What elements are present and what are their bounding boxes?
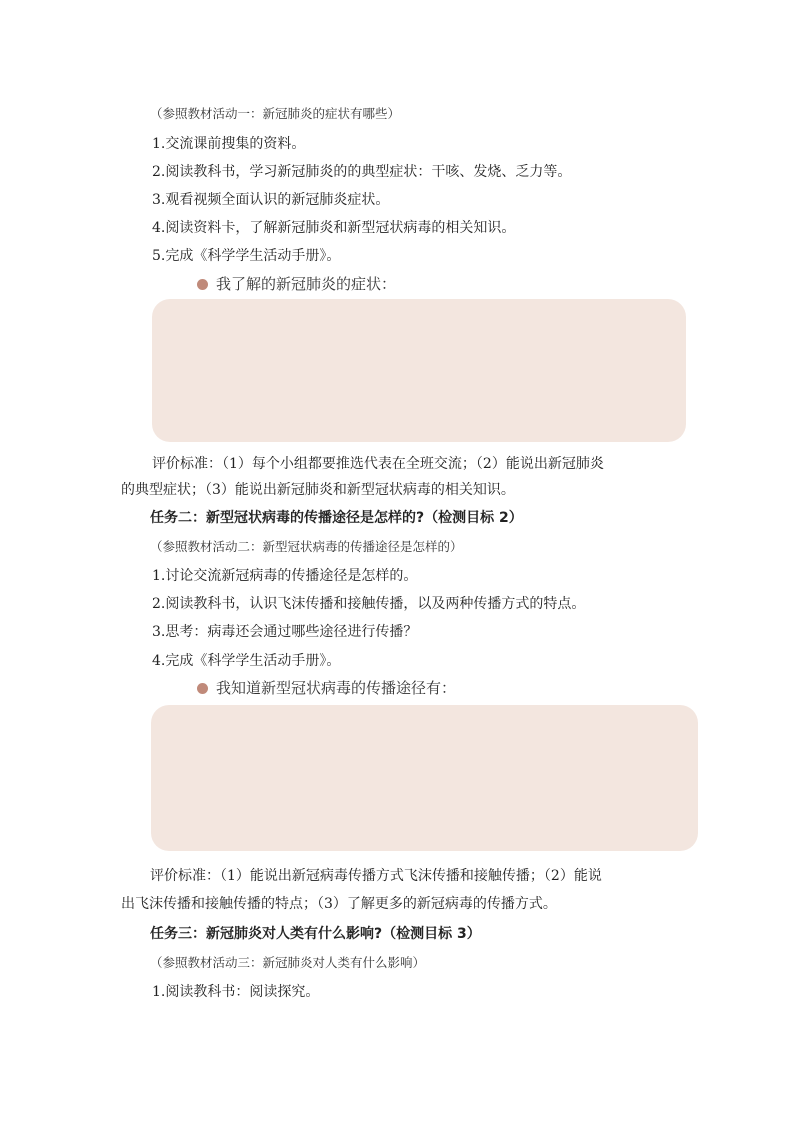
section1-step-1: 1.交流课前搜集的资料。 xyxy=(152,136,306,152)
answer-box-symptoms[interactable] xyxy=(152,299,686,442)
section2-step-1: 1.讨论交流新冠病毒的传播途径是怎样的。 xyxy=(152,568,418,584)
section2-reference: （参照教材活动二：新型冠状病毒的传播途径是怎样的） xyxy=(150,539,463,554)
section2-step-3: 3.思考：病毒还会通过哪些途径进行传播？ xyxy=(152,624,418,640)
bullet-dot-icon xyxy=(197,683,208,694)
section1-step-4: 4.阅读资料卡，了解新冠肺炎和新型冠状病毒的相关知识。 xyxy=(152,220,516,236)
section2-criteria-line2: 出飞沫传播和接触传播的特点；（3）了解更多的新冠病毒的传播方式。 xyxy=(121,896,557,912)
section1-step-3: 3.观看视频全面认识的新冠肺炎症状。 xyxy=(152,192,390,208)
section2-step-4: 4.完成《科学学生活动手册》。 xyxy=(152,653,341,669)
section2-prompt: 我知道新型冠状病毒的传播途径有： xyxy=(216,679,457,697)
section3-title: 任务三：新冠肺炎对人类有什么影响?（检测目标 3） xyxy=(150,926,481,942)
section2-criteria-line1: 评价标准：（1）能说出新冠病毒传播方式飞沫传播和接触传播；（2）能说 xyxy=(150,868,602,884)
section1-criteria-line2: 的典型症状；（3）能说出新冠肺炎和新型冠状病毒的相关知识。 xyxy=(121,482,515,498)
section1-criteria-line1: 评价标准：（1）每个小组都要推选代表在全班交流；（2）能说出新冠肺炎 xyxy=(152,456,604,472)
section1-step-5: 5.完成《科学学生活动手册》。 xyxy=(152,248,341,264)
section3-reference: （参照教材活动三：新冠肺炎对人类有什么影响） xyxy=(150,955,426,970)
bullet-dot-icon xyxy=(197,279,208,290)
section2-title: 任务二：新型冠状病毒的传播途径是怎样的?（检测目标 2） xyxy=(150,510,523,526)
section1-reference: （参照教材活动一：新冠肺炎的症状有哪些） xyxy=(150,106,401,121)
answer-box-transmission[interactable] xyxy=(151,705,698,851)
section1-prompt: 我了解的新冠肺炎的症状： xyxy=(216,275,397,293)
section3-step-1: 1.阅读教科书：阅读探究。 xyxy=(152,984,320,1000)
section1-step-2: 2.阅读教科书，学习新冠肺炎的的典型症状：干咳、发烧、乏力等。 xyxy=(152,164,572,180)
section2-step-2: 2.阅读教科书，认识飞沫传播和接触传播，以及两种传播方式的特点。 xyxy=(152,596,586,612)
